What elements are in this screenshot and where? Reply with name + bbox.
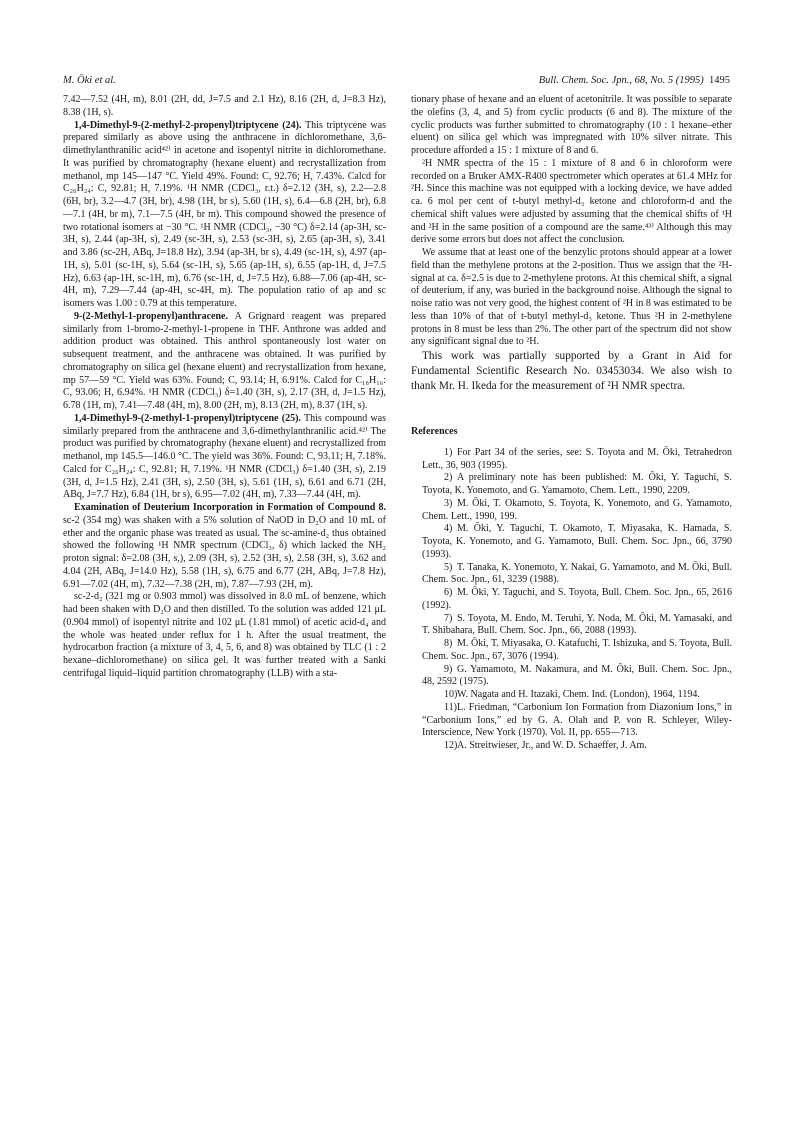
- body-deuterium: sc-2 (354 mg) was shaken with a 5% solution of NaOD in D₂O and 10 mL of ether and the organic phase was treated as usual. The sc-amine-d₂ thus obtained showed the following ¹H NMR spectrum (CDCl₃, δ) which lacked the NH₂ proton signal: δ=2.08 (3H, s,), 2.09 (3H, s), 2.52 (3H, s), 2.58 (3H, s), 3.62 and 4.04 (2H, ABq, J=14.0 Hz), 5.58 (1H, s), 6.75 and 6.77 (2H, ABq, J=7.8 Hz), 6.91—7.02 (4H, m), 7.32—7.38 (2H, m), 7.87—7.93 (2H, m).: [63, 514, 386, 590]
- body-compound-25: This compound was similarly prepared from the anthracene and 3,6-dimethylanthranilic acid.⁴²⁾ The product was purified by chromatography (hexane eluent) and recrystallized from methanol, mp 145.5—146.0 °C. The yield was 36%. Found: C, 93.11; H, 7.18%. Calcd for C₂₆H₂₄: C, 92.81; H, 7.19%. ¹H NMR (CDCl₃) δ=1.40 (3H, s), 2.19 (3H, d, J=1.5 Hz), 2.41 (3H, s), 2.50 (3H, s), 5.61 (1H, s), 6.61 and 6.71 (2H, ABq, J=7.7 Hz), 6.84 (1H, br s), 6.95—7.02 (4H, m), 7.33—7.44 (4H, m).: [63, 412, 386, 501]
- heading-compound-25: 1,4-Dimethyl-9-(2-methyl-1-propenyl)triptycene (25).: [74, 412, 301, 424]
- paragraph-nmr-continued: 7.42—7.52 (4H, m), 8.01 (2H, dd, J=7.5 and 2.1 Hz), 8.16 (2H, d, J=8.3 Hz), 8.38 (1H, s).: [63, 94, 386, 118]
- reference-item: 7) S. Toyota, M. Endo, M. Teruhi, Y. Noda, M. Ōki, M. Yamasaki, and T. Shibahara, Bull. Chem. Soc. Jpn., 66, 2088 (1993).: [422, 612, 732, 637]
- reference-item: 2) A preliminary note has been published: M. Ōki, Y. Taguchi, S. Toyota, K. Yonemoto, and G. Yamamoto, Chem. Lett., 1990, 2209.: [422, 472, 732, 496]
- paragraph-2h-nmr: ²H NMR spectra of the 15 : 1 mixture of 8 and 6 in chloroform were recorded on a Bruker AMX-R400 spectrometer which operates at 61.4 MHz for ²H. Since this machine was not equipped with a locking device, we have added ca. 6 mol per cent of t-butyl methyl-d₃ ketone and chloroform-d and the chemical shift values were adjusted by assuming that the chemical shifts of ¹H and ²H in the same position of a compound are the same.⁴³⁾ Although this may derive some errors but does not affect the conclusion.: [411, 157, 732, 246]
- references-heading: References: [411, 426, 458, 437]
- heading-deuterium: Examination of Deuterium Incorporation in Formation of Compound 8.: [74, 502, 386, 513]
- reference-item: 5) T. Tanaka, K. Yonemoto, Y. Nakai, G. Yamamoto, and M. Ōki, Bull. Chem. Soc. Jpn., 61, 3239 (1988).: [422, 561, 732, 586]
- references-list: [411, 447, 732, 753]
- paragraph-anthracene: [63, 311, 386, 413]
- header-journal: Bull. Chem. Soc. Jpn., 68, No. 5 (1995): [538, 75, 704, 86]
- body-compound-24: This triptycene was prepared similarly as above using the anthracene in dichloromethane, 3,6-dimethylanthranilic acid⁴²⁾ in acetone and isopentyl nitrite in dichloromethane. It was purified by chromatography (hexane eluent) and recrystallization from methanol, mp 145—147 °C. Yield 49%. Found: C, 92.76; H, 7.43%. Calcd for C₂₆H₂₄: C, 92.81; H, 7.19%. ¹H NMR (CDCl₃, r.t.) δ=2.12 (3H, s), 2.2—2.8 (6H, br), 3.2—4.7 (3H, br), 4.98 (1H, br s), 5.60 (1H, s), 6.4—6.8 (2H, br), 6.8—7.1 (4H, br m), 7.1—7.5 (4H, br m). This compound showed the presence of two rotational isomers at −30 °C. ¹H NMR (CDCl₃, −30 °C) δ=2.14 (ap-3H, sc-3H, s), 2.44 (ap-3H, s), 2.49 (sc-3H, s), 2.53 (sc-3H, s), 2.65 (ap-3H, s), 3.41 and 3.86 (sc-2H, ABq, J=18.8 Hz), 3.94 (ap-3H, br s), 4.49 (sc-1H, s), 4.97 (ap-1H, s), 5.01 (sc-1H, s), 5.64 (sc-1H, s), 5.65 (ap-1H, s), 6.55 (ap-1H, d, J=7.5 Hz), 6.63 (ap-1H, sc-1H, m), 6.76 (sc-1H, d, J=7.5 Hz), 6.88—7.06 (ap-4H, sc-4H, m), 7.29—7.44 (ap-4H, sc-4H, m). The population ratio of ap and sc isomers was 1.00 : 0.79 at this temperature.: [63, 119, 386, 309]
- paragraph-compound-24: [63, 120, 386, 311]
- body-anthracene: A Grignard reagent was prepared similarly from 1-bromo-2-methyl-1-propene in THF. Anthrone was added and addition product was obtained. This anthrol spontaneously lost water on subsequent treatment, and the anthracene was obtained. It was purified by chromatography on silica gel (hexane eluent) and recrystallization from hexane, mp 57—59 °C. Yield was 63%. Found; C, 93.14; H, 6.91%. Calcd for C₁₈H₁₆: C, 93.06; H, 6.94%. ¹H NMR (CDCl₃) δ=1.40 (3H, s), 2.17 (3H, d, J=1.5 Hz), 6.78 (1H, m), 7.41—7.48 (4H, m), 8.00 (2H, m), 8.13 (2H, m), 8.37 (1H, s).: [63, 310, 386, 411]
- header-authors: M. Ōki et al.: [63, 75, 116, 86]
- left-column: [63, 94, 386, 681]
- acknowledgement: This work was partially supported by a Grant in Aid for Fundamental Scientific Research No. 03453034. We also wish to thank Mr. H. Ikeda for the measurement of ²H NMR spectra.: [411, 350, 732, 392]
- running-header: [63, 75, 730, 89]
- reference-item: 10)W. Nagata and H. Itazaki, Chem. Ind. (London), 1964, 1194.: [444, 689, 700, 700]
- paragraph-sc2-d2: sc-2-d₂ (321 mg or 0.903 mmol) was dissolved in 8.0 mL of benzene, which had been shaken with D₂O and then distilled. To the solution was added 121 μL (0.904 mmol) of isopentyl nitrite and 102 μL (1.81 mmol) of acetic acid-d₄ and the whole was heated under reflux for 1 h. After the usual treatment, the hydrocarbon fraction (a mixture of 3, 4, 5, 6, and 8) was obtained by TLC (1 : 2 hexane–dichloromethane) on silica gel. It was further treated with a Sanki centrifugal liquid–liquid partition chromatography (LLB) with a sta-: [63, 591, 386, 679]
- reference-item: 1) For Part 34 of the series, see: S. Toyota and M. Ōki, Tetrahedron Lett., 36, 903 (1995).: [422, 446, 732, 471]
- reference-item: 12)A. Streitwieser, Jr., and W. D. Schaeffer, J. Am.: [444, 740, 647, 751]
- reference-item: 9) G. Yamamoto, M. Nakamura, and M. Ōki, Bull. Chem. Soc. Jpn., 48, 2592 (1975).: [422, 663, 732, 688]
- right-column: [411, 94, 732, 753]
- paragraph-compound-25: [63, 413, 386, 502]
- paragraph-separation: tionary phase of hexane and an eluent of acetonitrile. It was possible to separate the olefins (3, 4, and 5) from cyclic products (6 and 8). The mixture of the cyclic products was further submitted to chromatography (10 : 1 hexane–ether eluent) on silica gel which was impregnated with 10% silver nitrate. This procedure afforded a 15 : 1 mixture of 8 and 6.: [411, 94, 732, 156]
- reference-item: 6) M. Ōki, Y. Taguchi, and S. Toyota, Bull. Chem. Soc. Jpn., 65, 2616 (1992).: [422, 587, 732, 611]
- heading-anthracene: 9-(2-Methyl-1-propenyl)anthracene.: [74, 310, 228, 322]
- paragraph-deuterium: [63, 502, 386, 591]
- reference-item: 3) M. Ōki, T. Okamoto, S. Toyota, K. Yonemoto, and G. Yamamoto, Chem. Lett., 1990, 199.: [422, 497, 732, 522]
- heading-compound-24: 1,4-Dimethyl-9-(2-methyl-2-propenyl)triptycene (24).: [74, 119, 302, 131]
- header-page-number: 1495: [709, 75, 730, 86]
- reference-item: 4) M. Ōki, Y. Taguchi, T. Okamoto, T. Miyasaka, K. Hamada, S. Toyota, K. Yonemoto, and G. Yamamoto, Bull. Chem. Soc. Jpn., 66, 3790 (1993).: [422, 523, 732, 560]
- paragraph-assignment: We assume that at least one of the benzylic protons should appear at a lower field than the methylene protons at the 2-position. Thus we assign that the ²H-signal at ca. δ=2.5 is due to 2-methylene protons. At this chemical shift, a signal of deuterium, if any, was buried in the background noise. Although the signal to noise ratio was not very good, the highest content of ²H in 8 was estimated to be less than 10% of that of t-butyl methyl-d₃ ketone. Thus ²H in 2-methylene protons in 8 must be less than 2%. The other part of the spectrum did not show any significant signal due to ²H.: [411, 247, 732, 348]
- reference-item: 11)L. Friedman, “Carbonium Ion Formation from Diazonium Ions,” in “Carbonium Ions,” ed by G. A. Olah and P. von R. Schleyer, Wiley-Interscience, New York (1970). Vol. II, pp. 655—713.: [422, 701, 732, 739]
- reference-item: 8) M. Ōki, T. Miyasaka, O. Katafuchi, T. Ishizuka, and S. Toyota, Bull. Chem. Soc. Jpn., 67, 3076 (1994).: [422, 638, 732, 662]
- header-journal-and-page: [539, 75, 730, 86]
